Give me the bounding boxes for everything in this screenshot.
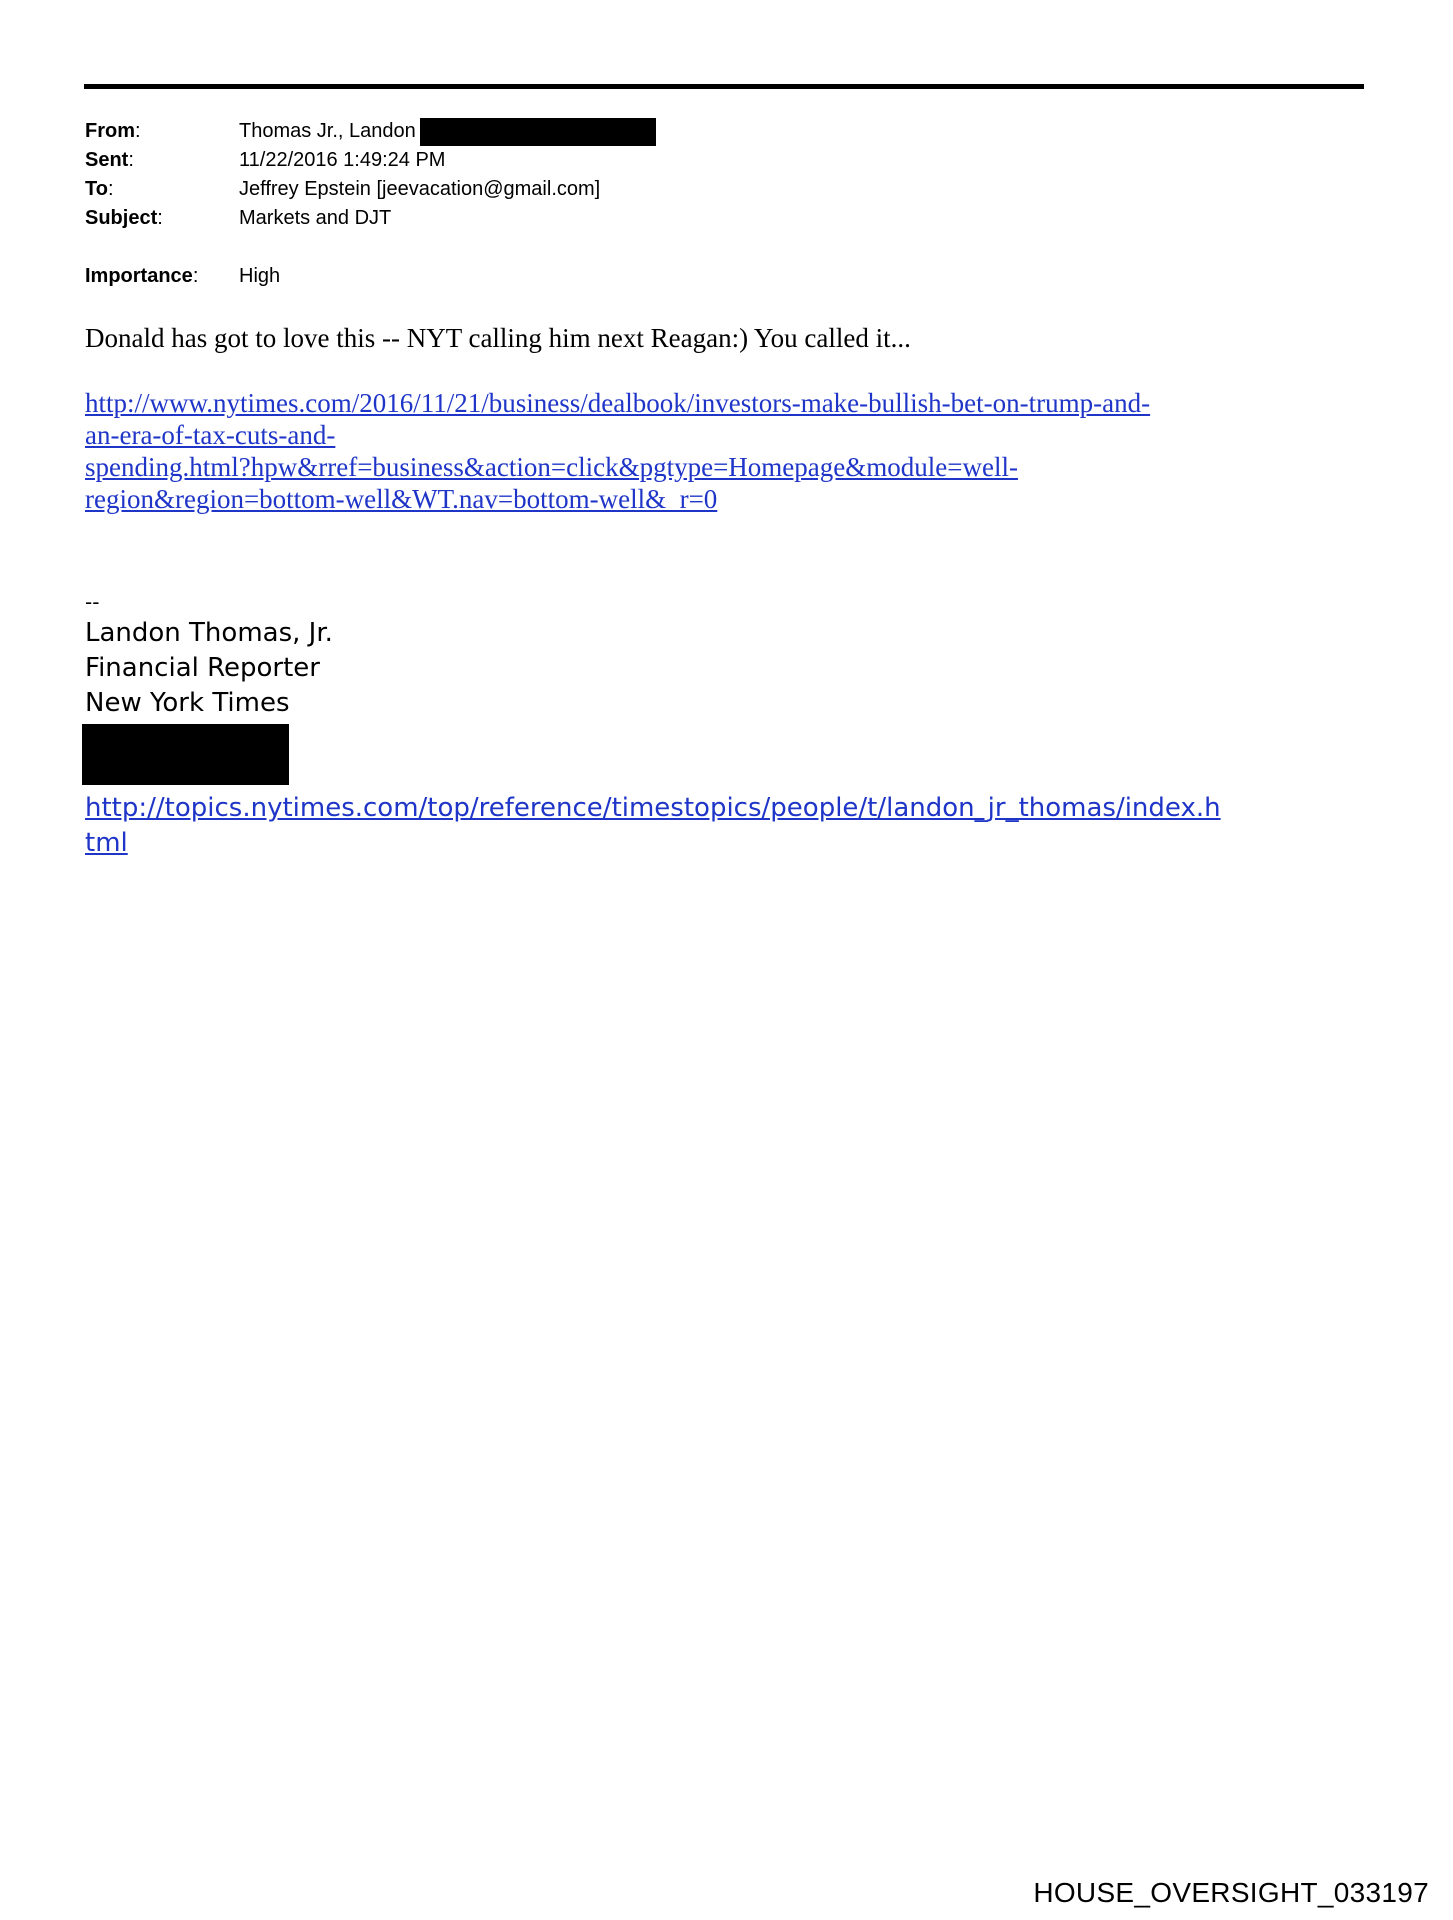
importance-value: High	[239, 265, 281, 287]
to-value: Jeffrey Epstein [jeevacation@gmail.com]	[239, 178, 601, 200]
article-link-line[interactable]: http://www.nytimes.com/2016/11/21/business/dealbook/investors-make-bullish-bet-on-trump-and-	[85, 388, 1151, 418]
article-link-line[interactable]: spending.html?hpw&rref=business&action=click&pgtype=Homepage&module=well-	[85, 452, 1018, 482]
from-value	[239, 117, 656, 146]
profile-link-line[interactable]: http://topics.nytimes.com/top/reference/timestopics/people/t/landon_jr_thomas/index.h	[85, 793, 1221, 823]
article-link[interactable]	[85, 387, 1150, 515]
sent-value: 11/22/2016 1:49:24 PM	[239, 149, 446, 171]
bates-number: HOUSE_OVERSIGHT_033197	[1033, 1877, 1429, 1908]
subject-label: Subject:	[85, 207, 163, 229]
signature-separator: --	[85, 590, 100, 614]
signature-name: Landon Thomas, Jr.	[85, 618, 333, 648]
email-header	[85, 117, 656, 291]
subject-value: Markets and DJT	[239, 207, 392, 229]
message-text: Donald has got to love this -- NYT calling him next Reagan:) You called it...	[85, 323, 911, 353]
header-spacer	[85, 233, 656, 262]
from-name: Thomas Jr., Landon	[239, 120, 416, 142]
signature-block	[85, 588, 333, 721]
signature-title: Financial Reporter	[85, 653, 320, 683]
profile-link-line[interactable]: tml	[85, 828, 128, 858]
importance-label: Importance:	[85, 265, 199, 287]
to-row	[85, 175, 656, 204]
to-label: To:	[85, 178, 114, 200]
signature-redaction-box	[82, 724, 289, 785]
article-link-line[interactable]: an-era-of-tax-cuts-and-	[85, 420, 336, 450]
importance-row	[85, 262, 656, 291]
signature-organization: New York Times	[85, 688, 290, 718]
from-label: From:	[85, 120, 141, 142]
article-link-line[interactable]: region&region=bottom-well&WT.nav=bottom-well&_r=0	[85, 484, 718, 514]
header-divider-rule	[84, 84, 1364, 89]
from-row	[85, 117, 656, 146]
sent-row	[85, 146, 656, 175]
subject-row	[85, 204, 656, 233]
profile-link[interactable]	[85, 791, 1221, 861]
redaction-box	[420, 118, 656, 146]
sent-label: Sent:	[85, 149, 134, 171]
